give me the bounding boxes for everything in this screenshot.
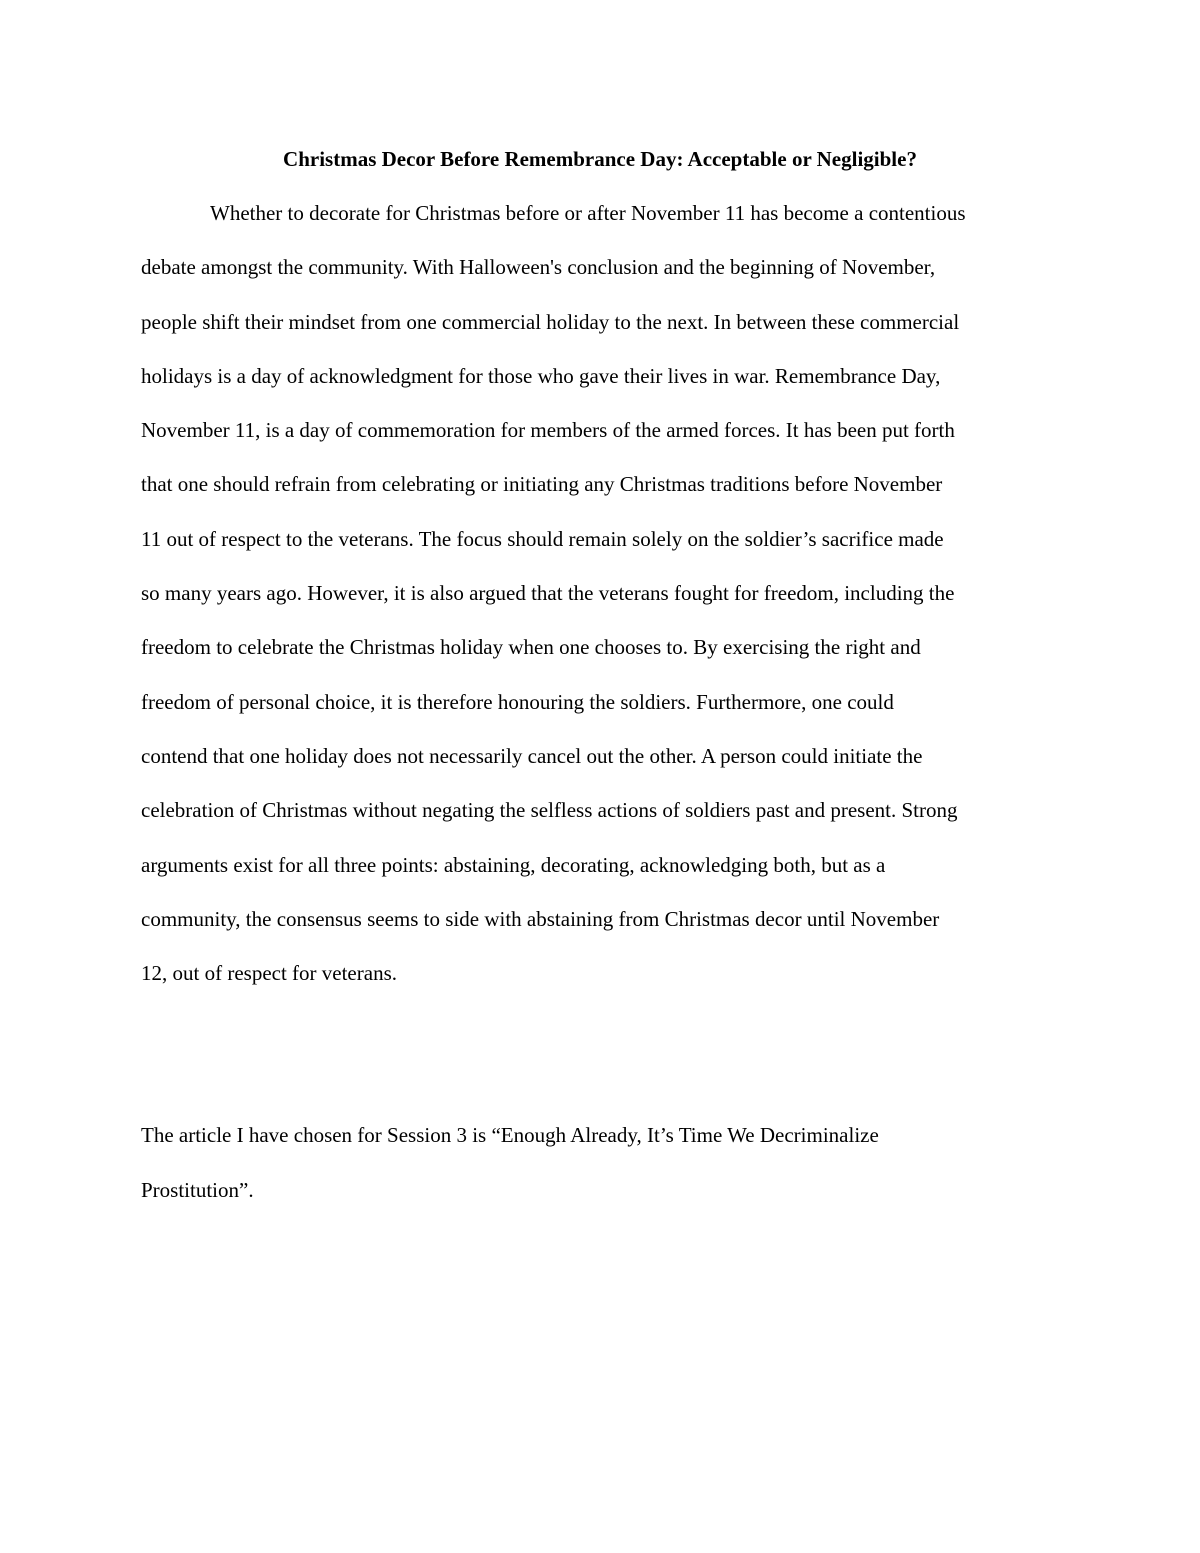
paragraph-line: freedom to celebrate the Christmas holiday when one chooses to. By exercising the right and <box>141 635 921 660</box>
paragraph-line: contend that one holiday does not necessarily cancel out the other. A person could initiate the <box>141 743 923 768</box>
paragraph-line: people shift their mindset from one commercial holiday to the next. In between these commercial <box>141 309 960 334</box>
paragraph-line: debate amongst the community. With Halloween's conclusion and the beginning of November, <box>141 255 936 280</box>
paragraph-line: November 11, is a day of commemoration for members of the armed forces. It has been put forth <box>141 418 955 443</box>
document-title: Christmas Decor Before Remembrance Day: Acceptable or Negligible? <box>283 147 917 171</box>
paragraph-line: that one should refrain from celebrating or initiating any Christmas traditions before November <box>141 472 943 497</box>
paragraph-line: community, the consensus seems to side with abstaining from Christmas decor until November <box>141 906 940 931</box>
paragraph-line: celebration of Christmas without negating the selfless actions of soldiers past and present. Strong <box>141 798 958 823</box>
paragraph-line: Prostitution”. <box>141 1177 254 1202</box>
paragraph-1 <box>141 186 1059 1000</box>
paragraph-line: holidays is a day of acknowledgment for those who gave their lives in war. Remembrance Day, <box>141 363 941 388</box>
paragraph-line: 12, out of respect for veterans. <box>141 961 397 986</box>
paragraph-line: so many years ago. However, it is also argued that the veterans fought for freedom, including the <box>141 581 955 606</box>
paragraph-line: arguments exist for all three points: abstaining, decorating, acknowledging both, but as a <box>141 852 886 877</box>
paragraph-2 <box>141 1108 1059 1217</box>
document-page <box>141 132 1059 1217</box>
paragraph-line: The article I have chosen for Session 3 is “Enough Already, It’s Time We Decriminalize <box>141 1123 879 1148</box>
paragraph-line: 11 out of respect to the veterans. The focus should remain solely on the soldier’s sacrifice made <box>141 526 944 551</box>
paragraph-spacer <box>141 1000 1059 1108</box>
paragraph-line: freedom of personal choice, it is therefore honouring the soldiers. Furthermore, one could <box>141 689 894 714</box>
paragraph-line: Whether to decorate for Christmas before or after November 11 has become a contentious <box>210 201 966 225</box>
